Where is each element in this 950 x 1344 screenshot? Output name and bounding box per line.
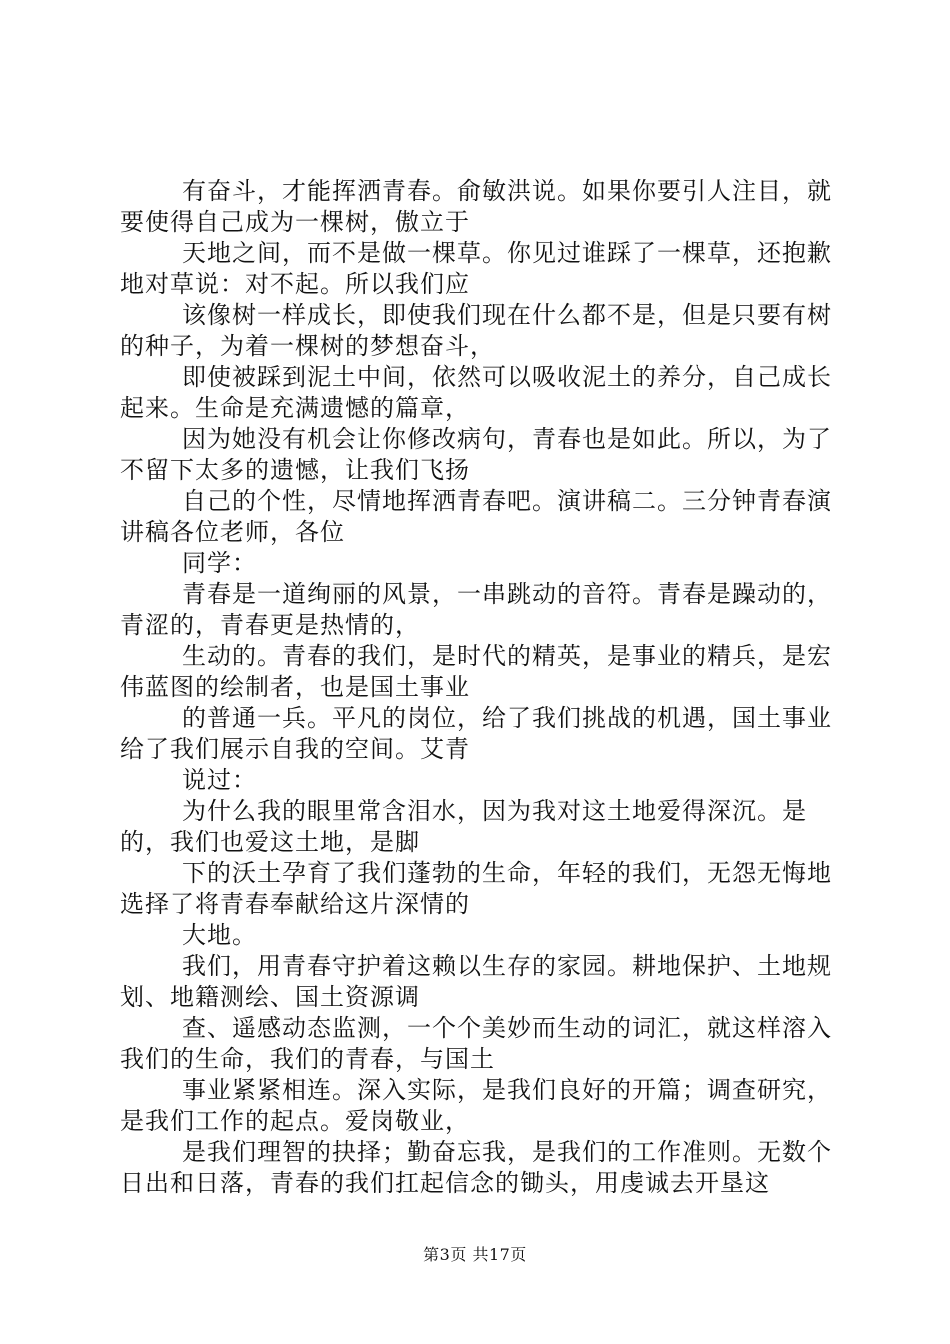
- paragraph: 我们，用青春守护着这赖以生存的家园。耕地保护、土地规划、地籍测绘、国土资源调: [120, 952, 832, 1011]
- paragraph: 大地。: [182, 921, 257, 949]
- paragraph: 同学：: [182, 549, 257, 577]
- paragraph: 查、遥感动态监测，一个个美妙而生动的词汇，就这样溶入我们的生命，我们的青春，与国土: [120, 1014, 832, 1073]
- paragraph: 下的沃土孕育了我们蓬勃的生命，年轻的我们，无怨无悔地选择了将青春奉献给这片深情的: [120, 859, 832, 918]
- paragraph: 为什么我的眼里常含泪水，因为我对这土地爱得深沉。是的，我们也爱这土地，是脚: [120, 797, 807, 856]
- paragraph: 该像树一样成长，即使我们现在什么都不是，但是只要有树的种子，为着一棵树的梦想奋斗，: [120, 301, 832, 360]
- page-footer: 第3页 共17页: [423, 1245, 527, 1264]
- paragraph: 是我们理智的抉择；勤奋忘我，是我们的工作准则。无数个日出和日落，青春的我们扛起信念的锄头，用虔诚去开垦这: [120, 1138, 832, 1197]
- paragraph: 天地之间，而不是做一棵草。你见过谁踩了一棵草，还抱歉地对草说：对不起。所以我们应: [120, 239, 832, 298]
- paragraph: 事业紧紧相连。深入实际，是我们良好的开篇；调查研究，是我们工作的起点。爱岗敬业，: [120, 1076, 832, 1135]
- paragraph: 的普通一兵。平凡的岗位，给了我们挑战的机遇，国土事业给了我们展示自我的空间。艾青: [120, 704, 832, 763]
- paragraph: 有奋斗，才能挥洒青春。俞敏洪说。如果你要引人注目，就要使得自己成为一棵树，傲立于: [120, 177, 832, 236]
- document-body: [120, 176, 832, 1199]
- paragraph: 说过：: [182, 766, 257, 794]
- paragraph: 青春是一道绚丽的风景，一串跳动的音符。青春是躁动的，青涩的，青春更是热情的，: [120, 580, 832, 639]
- paragraph: 因为她没有机会让你修改病句，青春也是如此。所以，为了不留下太多的遗憾，让我们飞扬: [120, 425, 832, 484]
- paragraph: 即使被踩到泥土中间，依然可以吸收泥土的养分，自己成长起来。生命是充满遗憾的篇章，: [120, 363, 832, 422]
- paragraph: 自己的个性，尽情地挥洒青春吧。演讲稿二。三分钟青春演讲稿各位老师，各位: [120, 487, 832, 546]
- paragraph: 生动的。青春的我们，是时代的精英，是事业的精兵，是宏伟蓝图的绘制者，也是国土事业: [120, 642, 832, 701]
